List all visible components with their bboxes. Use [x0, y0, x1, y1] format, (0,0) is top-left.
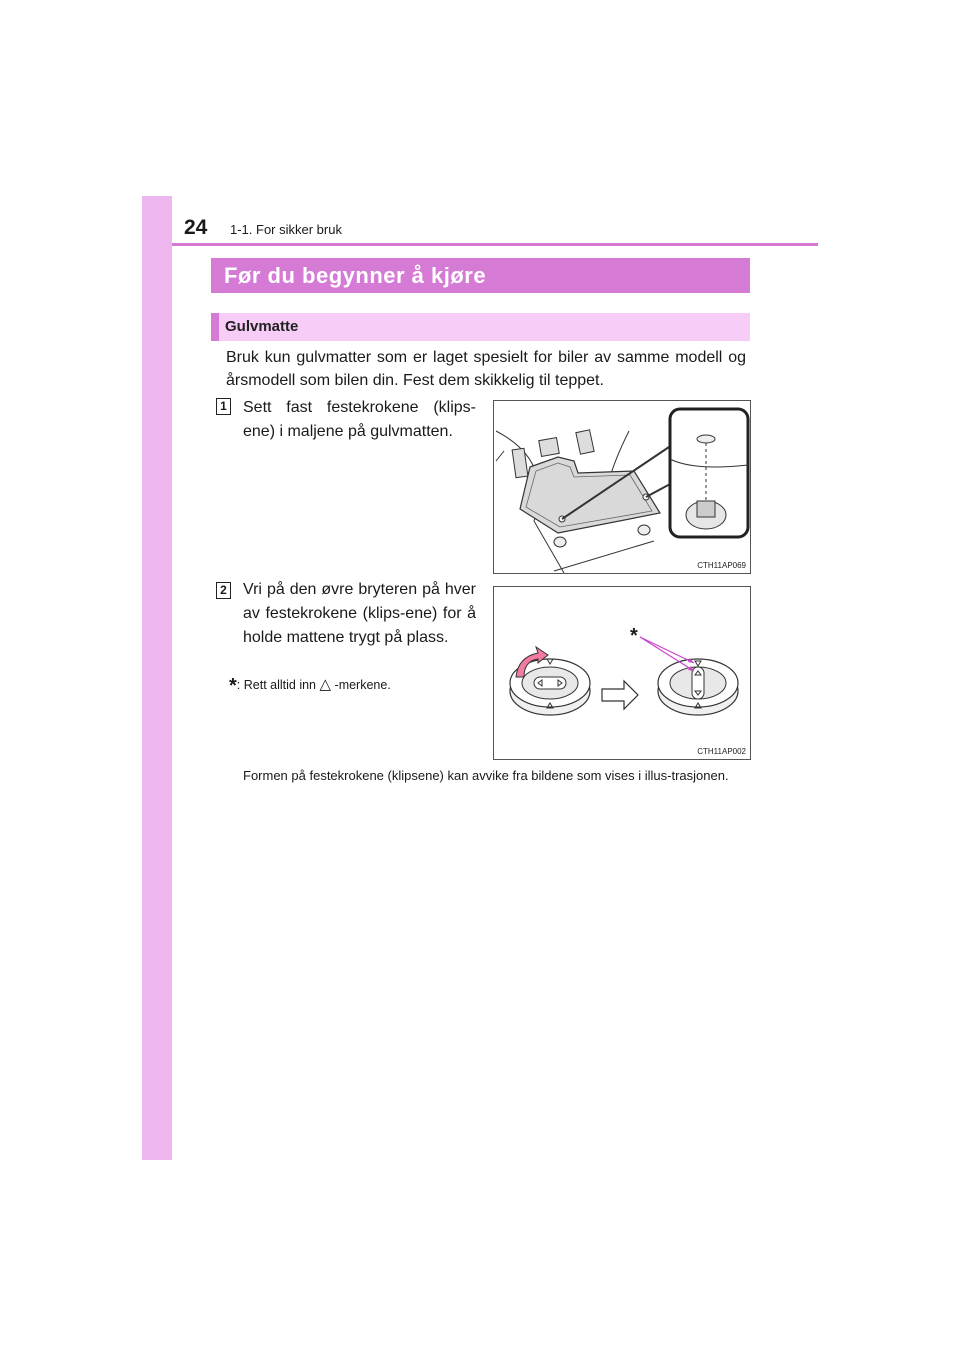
step-text: Vri på den øvre bryteren på hver av festekrokene (klips-ene) for å holde mattene trygt på plass. [243, 581, 476, 646]
chapter-sidebar-tab [142, 196, 172, 1160]
subsection-title: Gulvmatte [225, 318, 299, 335]
page-title: Før du begynner å kjøre [224, 263, 487, 288]
callout-asterisk: * [630, 625, 638, 647]
step-number-badge: 1 [216, 398, 231, 415]
figure-code: CTH11AP069 [697, 561, 746, 570]
illustration-note: Formen på festekrokene (klipsene) kan avvike fra bildene som vises i illus-trasjonen. [243, 768, 729, 783]
footnote-prefix: : Rett alltid inn [236, 678, 317, 692]
footnote-suffix: -merkene. [334, 678, 391, 692]
footnote [229, 675, 391, 698]
footnote-asterisk: * [229, 675, 237, 697]
hook-rotation-drawing [494, 587, 750, 759]
page-number: 24 [184, 216, 208, 239]
triangle-mark-icon: △ [319, 676, 332, 693]
step-text: Sett fast festekrokene (klips-ene) i maljene på gulvmatten. [243, 399, 476, 440]
header-divider [172, 243, 818, 246]
hook-rotation-illustration [493, 586, 751, 760]
section-heading: 1-1. For sikker bruk [230, 222, 342, 237]
subsection-accent [211, 313, 219, 341]
intro-paragraph: Bruk kun gulvmatter som er laget spesielt for biler av samme modell og årsmodell som bilen din. Fest dem skikkelig til teppet. [226, 349, 746, 389]
floor-mat-drawing [494, 401, 750, 573]
figure-code: CTH11AP002 [697, 747, 746, 756]
floor-mat-hook-illustration [493, 400, 751, 574]
step-number-badge: 2 [216, 582, 231, 599]
